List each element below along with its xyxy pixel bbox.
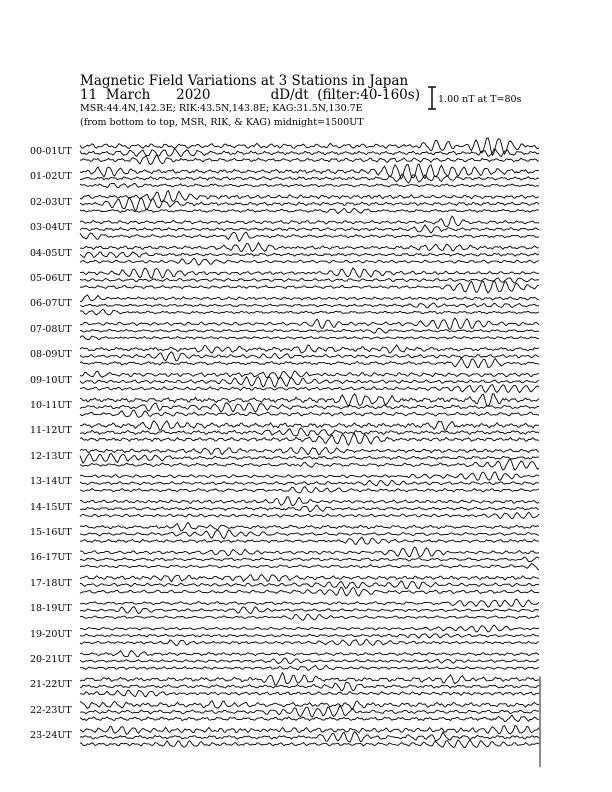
trace-kag-row-3 — [80, 191, 539, 202]
trace-kag-row-12 — [80, 421, 539, 430]
trace-rik-row-9 — [80, 352, 539, 361]
trace-rik-row-13 — [80, 454, 539, 464]
trace-kag-row-4 — [80, 216, 539, 227]
trace-rik-row-3 — [80, 198, 539, 211]
trace-kag-row-16 — [80, 522, 539, 531]
trace-msr-row-7 — [80, 310, 539, 315]
hour-label: 08-09UT — [30, 349, 72, 361]
hour-label: 14-15UT — [30, 501, 72, 513]
midnight-note: midnight=1500UT — [273, 117, 364, 128]
trace-kag-row-18 — [80, 574, 539, 582]
trace-rik-row-20 — [80, 634, 539, 638]
trace-msr-row-12 — [80, 433, 539, 445]
trace-msr-row-14 — [80, 487, 539, 493]
quantity-label: dD/dt — [270, 87, 309, 103]
hour-label: 04-05UT — [30, 247, 72, 259]
hour-label: 01-02UT — [30, 171, 72, 183]
trace-msr-row-5 — [80, 258, 539, 265]
trace-msr-row-3 — [80, 208, 539, 213]
trace-rik-row-5 — [80, 252, 539, 258]
trace-kag-row-14 — [80, 472, 539, 480]
trace-kag-row-13 — [80, 447, 539, 454]
hour-label: 10-11UT — [30, 400, 72, 411]
hour-label: 07-08UT — [30, 323, 72, 335]
hour-label: 05-06UT — [30, 273, 72, 284]
trace-kag-row-19 — [80, 599, 539, 607]
trace-rik-row-1 — [80, 149, 539, 157]
trace-rik-row-21 — [80, 658, 539, 663]
hour-label: 09-10UT — [30, 374, 72, 386]
trace-kag-row-21 — [80, 651, 539, 657]
trace-rik-row-7 — [80, 303, 539, 308]
trace-msr-row-22 — [80, 690, 539, 697]
trace-msr-row-18 — [80, 587, 539, 596]
hour-label: 19-20UT — [30, 628, 72, 640]
filter-label: (filter:40-160s) — [317, 87, 420, 103]
trace-kag-row-7 — [80, 295, 539, 302]
trace-msr-row-24 — [80, 740, 539, 748]
trace-rik-row-8 — [80, 328, 539, 333]
trace-kag-row-10 — [80, 371, 539, 379]
trace-kag-row-17 — [80, 547, 539, 557]
trace-rik-row-19 — [80, 607, 539, 614]
trace-rik-row-2 — [80, 174, 539, 183]
trace-msr-row-1 — [80, 155, 539, 165]
trace-kag-row-24 — [80, 725, 539, 734]
trace-kag-row-8 — [80, 318, 539, 329]
hour-label: 17-18UT — [30, 577, 72, 589]
trace-msr-row-19 — [80, 614, 539, 620]
trace-kag-row-6 — [80, 268, 539, 278]
trace-kag-row-11 — [80, 394, 539, 407]
trace-rik-row-11 — [80, 403, 539, 412]
station-coordinates: MSR:44.4N,142.3E; RIK:43.5N,143.8E; KAG:31.5N,130.7E — [80, 103, 363, 114]
hour-label: 20-21UT — [30, 654, 72, 665]
hour-label: 15-16UT — [30, 527, 72, 538]
hour-label: 00-01UT — [30, 146, 72, 157]
hour-label: 12-13UT — [30, 450, 72, 462]
trace-rik-row-15 — [80, 505, 539, 512]
hour-label: 02-03UT — [30, 196, 72, 208]
trace-rik-row-18 — [80, 581, 539, 589]
hour-label: 13-14UT — [30, 476, 72, 488]
trace-msr-row-16 — [80, 537, 539, 544]
chart-title: Magnetic Field Variations at 3 Stations in Japan — [80, 73, 409, 89]
trace-rik-row-23 — [80, 706, 539, 717]
trace-msr-row-9 — [80, 358, 539, 368]
trace-msr-row-4 — [80, 232, 539, 241]
hour-label: 23-24UT — [30, 730, 72, 742]
trace-msr-row-13 — [80, 459, 539, 470]
hour-label: 11-12UT — [30, 425, 72, 437]
trace-kag-row-20 — [80, 625, 539, 632]
trace-msr-row-23 — [80, 715, 539, 722]
scale-label: 1.00 nT at T=80s — [438, 94, 522, 105]
hour-label: 16-17UT — [30, 552, 72, 564]
station-order-note: (from bottom to top, MSR, RIK, & KAG) — [80, 117, 271, 128]
trace-rik-row-17 — [80, 557, 539, 562]
trace-kag-row-15 — [80, 497, 539, 506]
hour-label: 03-04UT — [30, 222, 72, 234]
date-month: March — [105, 87, 151, 103]
trace-msr-row-21 — [80, 665, 539, 670]
trace-kag-row-23 — [80, 701, 539, 709]
trace-rik-row-4 — [80, 225, 539, 233]
trace-msr-row-6 — [80, 281, 539, 293]
trace-kag-row-5 — [80, 243, 539, 252]
date-day: 11 — [80, 87, 98, 103]
trace-msr-row-10 — [80, 385, 539, 393]
trace-kag-row-22 — [80, 673, 539, 685]
trace-kag-row-9 — [80, 345, 539, 353]
hour-label: 21-22UT — [30, 679, 72, 691]
trace-msr-row-2 — [80, 183, 539, 187]
hour-label: 06-07UT — [30, 298, 72, 310]
trace-rik-row-14 — [80, 480, 539, 486]
hour-label: 22-23UT — [30, 704, 72, 716]
trace-msr-row-15 — [80, 512, 539, 519]
date-year: 2020 — [176, 87, 211, 103]
trace-msr-row-17 — [80, 563, 539, 569]
trace-msr-row-20 — [80, 639, 539, 645]
trace-rik-row-16 — [80, 530, 539, 539]
trace-rik-row-22 — [80, 682, 539, 691]
hour-label: 18-19UT — [30, 603, 72, 615]
trace-kag-row-2 — [80, 164, 539, 179]
trace-msr-row-8 — [80, 336, 539, 340]
